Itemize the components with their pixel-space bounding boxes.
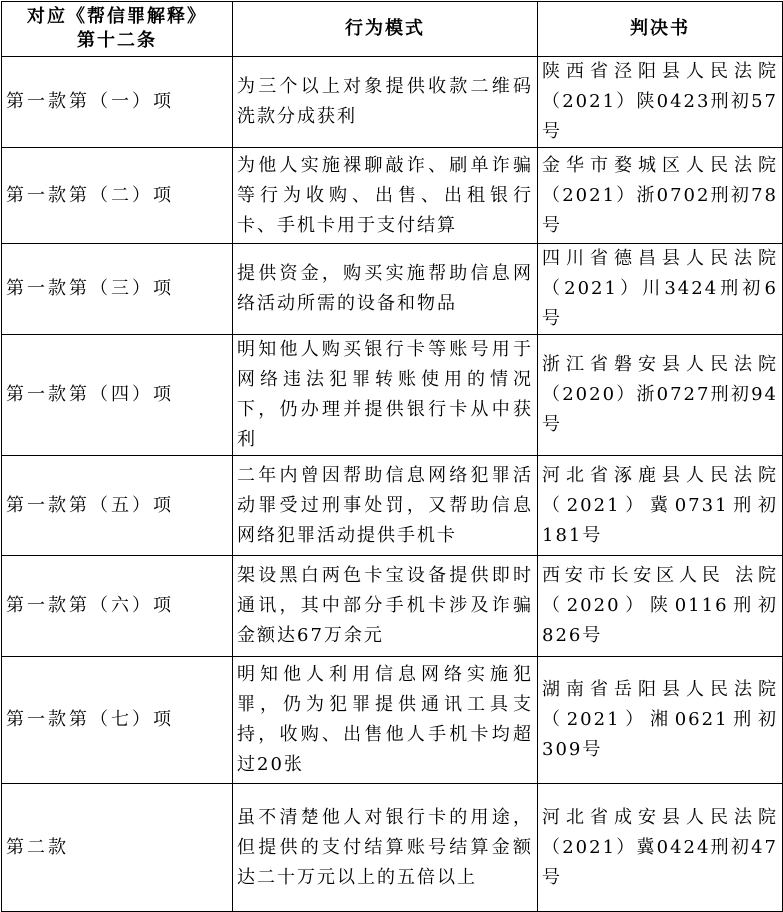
judgment-table — [1, 1, 783, 912]
table-row — [2, 57, 783, 148]
header-judgment: 判决书 — [538, 2, 783, 57]
pattern-cell: 架设黑白两色卡宝设备提供即时通讯，其中部分手机卡涉及诈骗金额达67万余元 — [233, 556, 538, 657]
table-row — [2, 335, 783, 456]
clause-cell: 第二款 — [2, 784, 233, 912]
table-row — [2, 657, 783, 784]
clause-cell: 第一款第（二）项 — [2, 148, 233, 244]
pattern-cell: 明知他人利用信息网络实施犯罪，仍为犯罪提供通讯工具支持，收购、出售他人手机卡均超过20张 — [233, 657, 538, 784]
clause-cell: 第一款第（七）项 — [2, 657, 233, 784]
clause-cell: 第一款第（四）项 — [2, 335, 233, 456]
pattern-cell: 提供资金，购买实施帮助信息网络活动所需的设备和物品 — [233, 244, 538, 335]
judgment-cell: 浙江省磐安县人民法院（2020）浙0727刑初94号 — [538, 335, 783, 456]
pattern-cell: 为三个以上对象提供收款二维码洗款分成获利 — [233, 57, 538, 148]
table-row — [2, 556, 783, 657]
judgment-cell: 陕西省泾阳县人民法院（2021）陕0423刑初57号 — [538, 57, 783, 148]
clause-cell: 第一款第（五）项 — [2, 456, 233, 556]
judgment-cell: 湖南省岳阳县人民法院（2021）湘0621刑初309号 — [538, 657, 783, 784]
pattern-cell: 虽不清楚他人对银行卡的用途，但提供的支付结算账号结算金额达二十万元以上的五倍以上 — [233, 784, 538, 912]
header-clause: 对应《帮信罪解释》 第十二条 — [2, 2, 233, 57]
judgment-cell: 河北省成安县人民法院（2021）冀0424刑初47号 — [538, 784, 783, 912]
pattern-cell: 为他人实施裸聊敲诈、刷单诈骗等行为收购、出售、出租银行卡、手机卡用于支付结算 — [233, 148, 538, 244]
clause-cell: 第一款第（三）项 — [2, 244, 233, 335]
header-pattern: 行为模式 — [233, 2, 538, 57]
judgment-cell: 四川省德昌县人民法院（2021）川3424刑初6号 — [538, 244, 783, 335]
judgment-cell: 西安市长安区人民 法院（2020）陕0116刑初826号 — [538, 556, 783, 657]
judgment-cell: 河北省涿鹿县人民法院（2021）冀0731刑初181号 — [538, 456, 783, 556]
header-row — [2, 2, 783, 57]
clause-cell: 第一款第（一）项 — [2, 57, 233, 148]
pattern-cell: 明知他人购买银行卡等账号用于网络违法犯罪转账使用的情况下，仍办理并提供银行卡从中获利 — [233, 335, 538, 456]
table-row — [2, 148, 783, 244]
table-row — [2, 784, 783, 912]
clause-cell: 第一款第（六）项 — [2, 556, 233, 657]
judgment-cell: 金华市婺城区人民法院（2021）浙0702刑初78号 — [538, 148, 783, 244]
table-row — [2, 244, 783, 335]
pattern-cell: 二年内曾因帮助信息网络犯罪活动罪受过刑事处罚，又帮助信息网络犯罪活动提供手机卡 — [233, 456, 538, 556]
table-row — [2, 456, 783, 556]
